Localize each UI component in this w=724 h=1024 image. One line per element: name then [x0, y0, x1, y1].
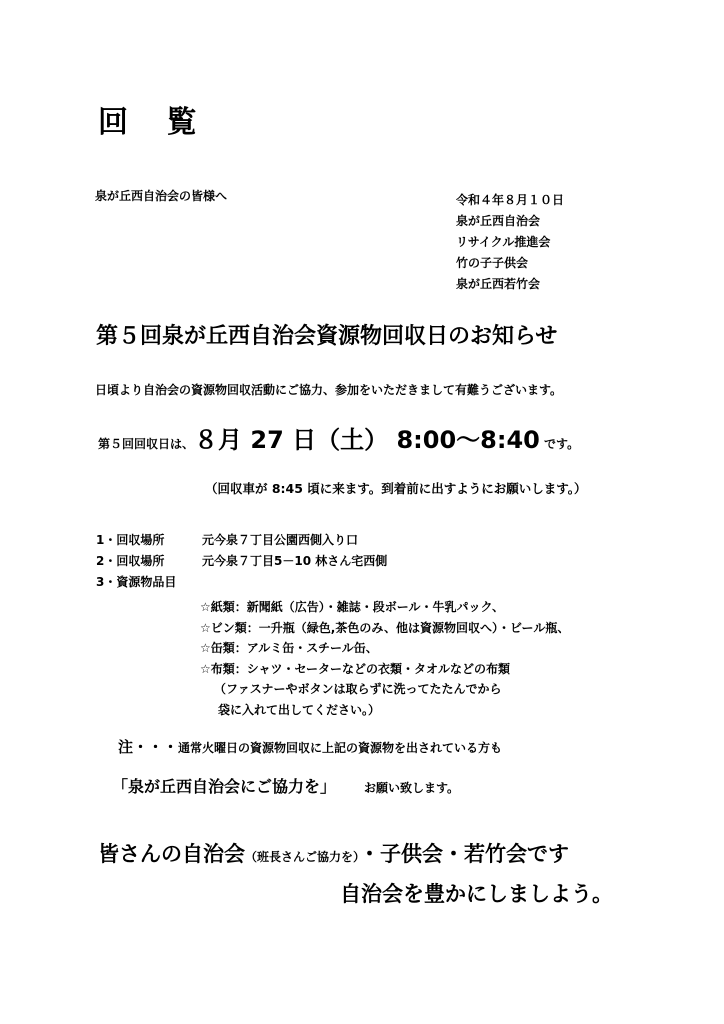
cloth-note-line: 袋に入れて出してください。） — [218, 702, 381, 717]
closing-part: 皆さんの自治会 — [98, 842, 245, 866]
caution-label: 注・・・ — [118, 738, 179, 756]
closing-line-1 — [98, 844, 569, 865]
sender-name: 泉が丘西自治会 — [456, 214, 541, 228]
caution-text: 通常火曜日の資源物回収に上記の資源物を出されている方も — [178, 741, 503, 755]
sender-name: 泉が丘西若竹会 — [456, 277, 541, 291]
caution-line — [118, 740, 502, 755]
date-prefix: 第５回回収日は、 — [98, 437, 195, 451]
cloth-note-line: （ファスナーやボタンは取らずに洗ってたたんでから — [214, 682, 502, 696]
category-list — [200, 597, 569, 720]
list-item — [96, 551, 387, 572]
cooperation-request: お願い致します。 — [364, 781, 460, 795]
notice-heading: 第５回泉が丘西自治会資源物回収日のお知らせ — [96, 324, 558, 349]
list-item — [96, 530, 387, 551]
cooperation-quote: 「泉が丘西自治会にご協力を」 — [112, 777, 337, 796]
closing-part-small: （班長さんご協力を） — [245, 850, 360, 864]
issue-date: 令和４年８月１０日 — [456, 193, 565, 207]
category-paper: ☆紙類：新聞紙（広告）・雑誌・段ボール・牛乳パック、 — [200, 600, 505, 614]
item-label: 3・資源物品目 — [96, 575, 177, 589]
item-value: 元今泉７丁目公園西側入り口 — [202, 533, 359, 547]
category-bottles: ☆ビン類：一升瓶（緑色,茶色のみ、他は資源物回収へ）・ビール瓶、 — [200, 620, 570, 635]
item-list — [96, 530, 387, 593]
item-label: 1・回収場所 — [96, 533, 165, 547]
category-cans: ☆缶類：アルミ缶・スチール缶、 — [200, 641, 378, 655]
closing-part: ・子供会・若竹会です — [359, 842, 570, 866]
sender-name: リサイクル推進会 — [456, 235, 551, 249]
truck-note: （回収車が 8:45 頃に来ます。到着前に出すようにお願いします。） — [205, 481, 587, 496]
collection-date: ８月 27 日（土） 8:00～8:40 — [194, 426, 540, 454]
sender-name: 竹の子子供会 — [456, 256, 529, 270]
cooperation-line — [112, 779, 459, 795]
sender-block — [456, 190, 564, 295]
date-suffix: です。 — [539, 437, 580, 451]
document-title: 回 覧 — [98, 105, 211, 140]
item-value: 元今泉７丁目5－10 林さん宅西側 — [202, 554, 388, 568]
greeting-text: 日頃より自治会の資源物回収活動にご協力、参加をいただきまして有難うございます。 — [95, 383, 563, 397]
list-item — [96, 572, 387, 593]
item-label: 2・回収場所 — [96, 554, 165, 568]
collection-date-line — [98, 428, 579, 452]
category-cloth: ☆布類：シャツ・セーターなどの衣類・タオルなどの布類 — [200, 661, 511, 676]
addressee: 泉が丘西自治会の皆様へ — [95, 189, 228, 203]
closing-line-2: 自治会を豊かにしましよう。 — [340, 882, 613, 906]
